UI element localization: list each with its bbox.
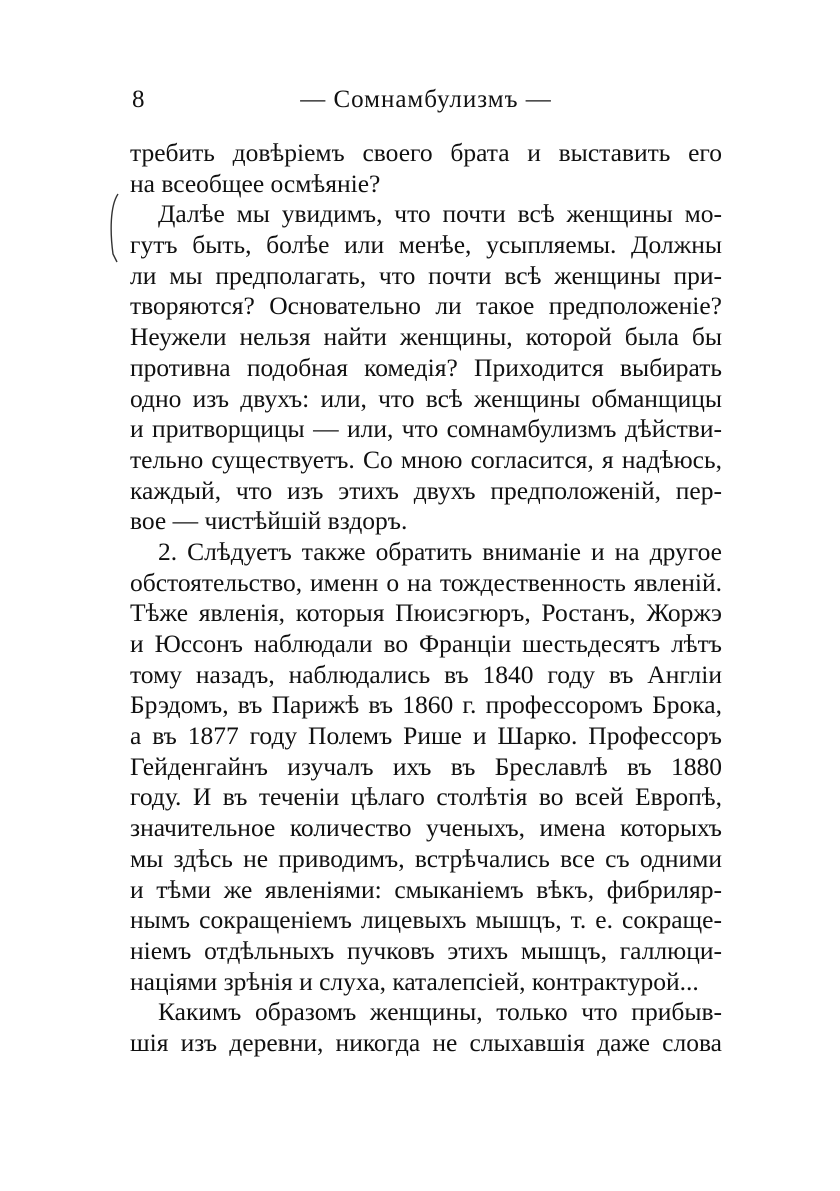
text-line: противна подобная комедія? Приходится выбирать (130, 352, 722, 382)
text-line: Далѣе мы увидимъ, что почти всѣ женщины мо- (158, 199, 722, 229)
text-line: 2. Слѣдуетъ также обратить вниманіе и на другое (158, 536, 722, 566)
text-line: націями зрѣнія и слуха, каталепсіей, контрактурой... (130, 966, 699, 996)
text-line: Неужели нельзя найти женщины, которой была бы (130, 322, 722, 352)
text-line: году. И въ теченіи цѣлаго столѣтія во всей Европѣ, (130, 782, 722, 812)
text-line: тельно существуетъ. Со мною согласится, я надѣюсь, (130, 444, 722, 474)
text-line: и Юссонъ наблюдали во Франціи шестьдесятъ лѣтъ (130, 629, 722, 658)
text-line: Какимъ образомъ женщины, только что прибыв- (158, 997, 722, 1027)
text-line: тому назадъ, наблюдались въ 1840 году въ Англіи (130, 659, 722, 689)
text-line: ли мы предполагать, что почти всѣ женщины при- (130, 260, 722, 290)
text-line: и притворщицы — или, что сомнамбулизмъ дѣйстви- (130, 414, 722, 444)
text-line: значительное количество ученыхъ, имена которыхъ (130, 813, 722, 843)
text-line: Брэдомъ, въ Парижѣ въ 1860 г. профессоромъ Брока, (130, 690, 722, 720)
text-line: каждый, что изъ этихъ двухъ предположеній, пер- (130, 475, 722, 505)
text-line: вое — чистѣйшій вздоръ. (130, 506, 408, 536)
text-line: требить довѣріемъ своего брата и выставить его (130, 138, 722, 167)
text-line: шія изъ деревни, никогда не слыхавшія даже слова (130, 1027, 722, 1057)
page-header (130, 86, 722, 122)
text-line: и тѣми же явленіями: смыканіемъ вѣкъ, фибриляр- (130, 874, 722, 904)
text-line: на всеобщее осмѣяніе? (130, 168, 381, 198)
text-line: нымъ сокращеніемъ лицевыхъ мышцъ, т. е. сокраще- (130, 905, 722, 935)
margin-bracket-mark (108, 192, 122, 264)
running-title: — Сомнамбулизмъ — (300, 86, 552, 113)
text-line: творяются? Основательно ли такое предположеніе? (130, 291, 722, 321)
text-line: гутъ быть, болѣе или менѣе, усыпляемы. Должны (130, 230, 722, 260)
page-number: 8 (132, 86, 145, 113)
text-line: одно изъ двухъ: или, что всѣ женщины обманщицы (130, 383, 722, 413)
body-text (130, 138, 722, 1059)
text-line: Тѣже явленія, которыя Пюисэгюръ, Ростанъ, Жоржэ (130, 598, 722, 628)
text-line: мы здѣсь не приводимъ, встрѣчались все съ одними (130, 843, 722, 873)
text-line: ніемъ отдѣльныхъ пучковъ этихъ мышцъ, галлюци- (130, 935, 722, 965)
text-line: обстоятельство, именн о на тождественность явленій. (130, 567, 722, 597)
text-line: Гейденгайнъ изучалъ ихъ въ Бреславлѣ въ 1880 (130, 751, 722, 781)
text-line: а въ 1877 году Полемъ Рише и Шарко. Профессоръ (130, 721, 722, 751)
